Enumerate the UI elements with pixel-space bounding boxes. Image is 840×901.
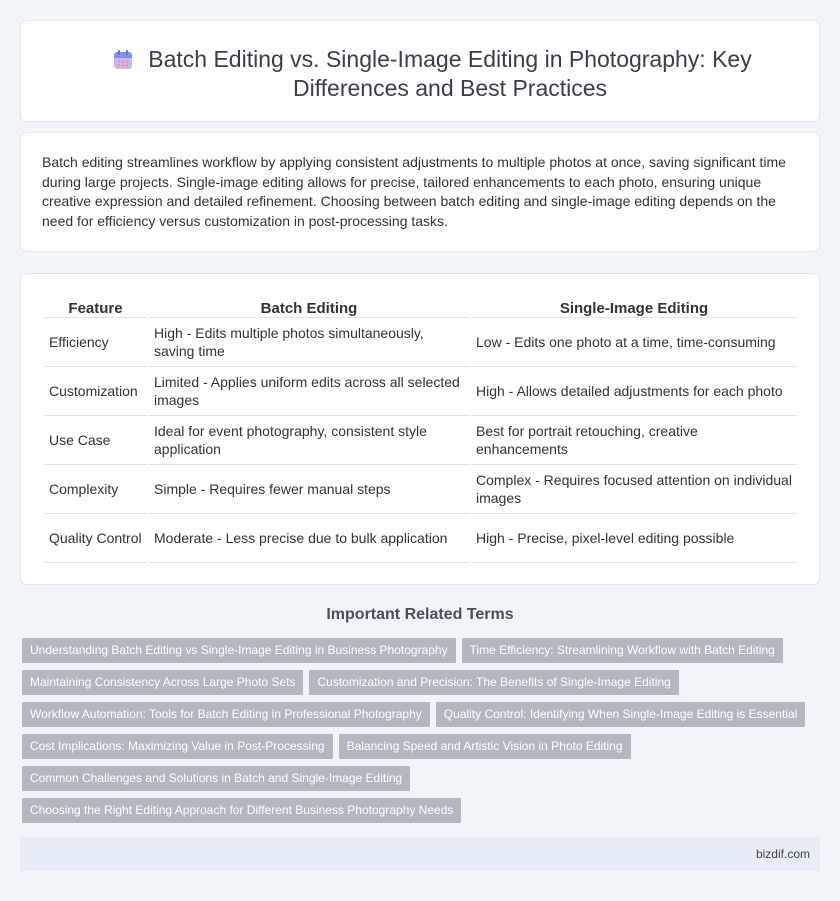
table-row	[44, 367, 797, 416]
title-card	[20, 20, 820, 122]
related-term-link[interactable]: Maintaining Consistency Across Large Photo Sets	[22, 670, 303, 695]
related-term-link[interactable]: Customization and Precision: The Benefits of Single-Image Editing	[309, 670, 678, 695]
single-cell: High - Precise, pixel-level editing possible	[471, 514, 797, 563]
footer	[20, 837, 820, 871]
related-terms-heading: Important Related Terms	[326, 606, 514, 623]
related-terms-list	[22, 638, 812, 830]
feature-cell: Use Case	[44, 416, 147, 465]
comparison-table	[42, 295, 799, 563]
table-row	[44, 318, 797, 367]
related-term-link[interactable]: Quality Control: Identifying When Single-Image Editing is Essential	[436, 702, 806, 727]
related-term-link[interactable]: Time Efficiency: Streamlining Workflow with Batch Editing	[462, 638, 783, 663]
single-cell: Best for portrait retouching, creative enhancements	[471, 416, 797, 465]
footer-site-name: bizdif.com	[755, 847, 810, 861]
related-term-link[interactable]: Understanding Batch Editing vs Single-Image Editing in Business Photography	[22, 638, 456, 663]
batch-cell: Moderate - Less precise due to bulk application	[149, 514, 469, 563]
feature-cell: Customization	[44, 367, 147, 416]
header-feature: Feature	[44, 295, 147, 318]
table-row	[44, 416, 797, 465]
page-title: Batch Editing vs. Single-Image Editing in Photography: Key Differences and Best Practices	[148, 46, 752, 101]
batch-cell: Ideal for event photography, consistent style application	[149, 416, 469, 465]
table-header-row	[44, 295, 797, 318]
feature-cell: Efficiency	[44, 318, 147, 367]
related-term-link[interactable]: Choosing the Right Editing Approach for Different Business Photography Needs	[22, 798, 461, 823]
related-term-link[interactable]: Cost Implications: Maximizing Value in Post-Processing	[22, 734, 333, 759]
comparison-table-card	[20, 273, 820, 585]
related-term-link[interactable]: Workflow Automation: Tools for Batch Editing in Professional Photography	[22, 702, 430, 727]
feature-cell: Quality Control	[44, 514, 147, 563]
single-cell: Complex - Requires focused attention on individual images	[471, 465, 797, 514]
related-term-link[interactable]: Common Challenges and Solutions in Batch and Single-Image Editing	[22, 766, 410, 791]
intro-card	[20, 132, 820, 252]
feature-cell: Complexity	[44, 465, 147, 514]
batch-cell: Limited - Applies uniform edits across all selected images	[149, 367, 469, 416]
table-row	[44, 514, 797, 563]
single-cell: Low - Edits one photo at a time, time-consuming	[471, 318, 797, 367]
header-batch-editing: Batch Editing	[149, 295, 469, 318]
batch-cell: High - Edits multiple photos simultaneously, saving time	[149, 318, 469, 367]
related-term-link[interactable]: Balancing Speed and Artistic Vision in Photo Editing	[339, 734, 631, 759]
header-single-image-editing: Single-Image Editing	[471, 295, 797, 318]
single-cell: High - Allows detailed adjustments for each photo	[471, 367, 797, 416]
table-row	[44, 465, 797, 514]
intro-paragraph: Batch editing streamlines workflow by applying consistent adjustments to multiple photos at once, saving significant time during large projects. Single-image editing allows for precise, tailored enhancements to each photo, ensuring unique creative expression and detailed refinement. Choosing between batch editing and single-image editing depends on the need for efficiency versus customization in post-processing tasks.	[42, 154, 786, 230]
batch-cell: Simple - Requires fewer manual steps	[149, 465, 469, 514]
